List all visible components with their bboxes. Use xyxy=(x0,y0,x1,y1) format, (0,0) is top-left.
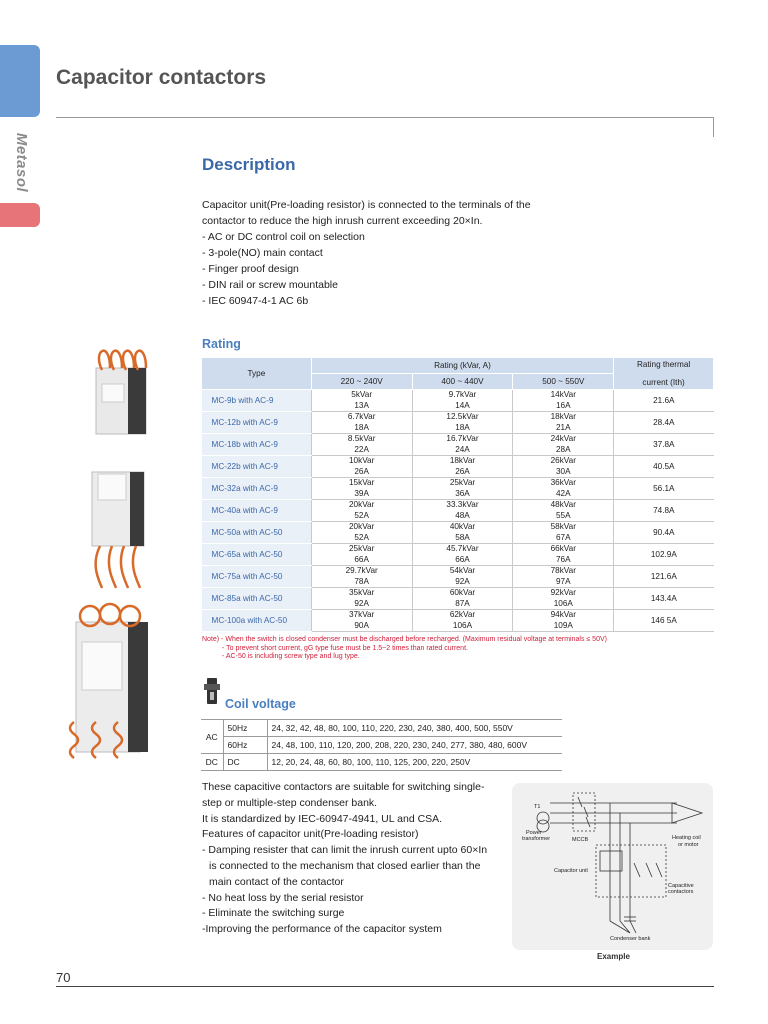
diagram-caption: Example xyxy=(597,952,630,961)
rating-heading: Rating xyxy=(202,337,241,351)
table-row xyxy=(201,737,562,754)
side-tab-blue xyxy=(0,45,40,117)
rating-amp-cell: 66A xyxy=(311,555,412,566)
rating-kvar-cell: 18kVar xyxy=(513,412,614,423)
diagram-label-capacitor-unit: Capacitor unit xyxy=(554,868,588,874)
table-row xyxy=(202,390,714,401)
rating-amp-cell: 14A xyxy=(412,401,513,412)
features-line: - No heat loss by the serial resistor xyxy=(202,891,364,904)
rating-thermal-cell: 56.1A xyxy=(614,478,714,500)
rating-header-type: Type xyxy=(202,358,312,390)
note-line: Note) - When the switch is closed condenser must be discharged before recharged. (Maximum residual voltage at terminals ≤ 50V) xyxy=(202,636,607,643)
rating-header-voltage: 220 ~ 240V xyxy=(311,374,412,390)
rating-thermal-cell: 37.8A xyxy=(614,434,714,456)
diagram-label-transformer: transformer xyxy=(522,836,551,842)
circuit-diagram xyxy=(512,783,713,950)
rating-kvar-cell: 6.7kVar xyxy=(311,412,412,423)
coil-values: 24, 48, 100, 110, 120, 200, 208, 220, 230, 240, 277, 380, 480, 600V xyxy=(267,737,562,754)
coil-group-ac: AC xyxy=(201,720,223,754)
rating-thermal-cell: 28.4A xyxy=(614,412,714,434)
table-row xyxy=(202,456,714,467)
table-row xyxy=(202,588,714,599)
rating-kvar-cell: 16.7kVar xyxy=(412,434,513,445)
features-line: It is standardized by IEC-60947-4941, UL and CSA. xyxy=(202,812,443,825)
contactor-image-large xyxy=(62,602,158,772)
diagram-label-power: Power xyxy=(526,830,542,836)
rating-type-cell: MC-75a with AC-50 xyxy=(202,566,312,588)
rating-type-cell: MC-40a with AC-9 xyxy=(202,500,312,522)
coil-values: 12, 20, 24, 48, 60, 80, 100, 110, 125, 200, 220, 250V xyxy=(267,754,562,771)
title-rule-tick xyxy=(713,117,714,137)
features-line: main contact of the contactor xyxy=(209,875,344,888)
rating-type-cell: MC-65a with AC-50 xyxy=(202,544,312,566)
rating-kvar-cell: 33.3kVar xyxy=(412,500,513,511)
brand-label: Metasol xyxy=(13,132,31,193)
coil-frequency: DC xyxy=(223,754,267,771)
rating-thermal-cell: 146 5A xyxy=(614,610,714,632)
table-row xyxy=(202,544,714,555)
rating-kvar-cell: 26kVar xyxy=(513,456,614,467)
rating-amp-cell: 42A xyxy=(513,489,614,500)
rating-type-cell: MC-9b with AC-9 xyxy=(202,390,312,412)
rating-type-cell: MC-50a with AC-50 xyxy=(202,522,312,544)
description-line: - DIN rail or screw mountable xyxy=(202,279,338,291)
rating-thermal-cell: 102.9A xyxy=(614,544,714,566)
rating-thermal-cell: 40.5A xyxy=(614,456,714,478)
coil-icon xyxy=(203,676,221,706)
diagram-label-capacitive: Capacitive xyxy=(668,883,694,889)
table-row xyxy=(201,754,562,771)
table-row xyxy=(202,434,714,445)
rating-kvar-cell: 45.7kVar xyxy=(412,544,513,555)
rating-amp-cell: 66A xyxy=(412,555,513,566)
description-line: - Finger proof design xyxy=(202,263,299,275)
coil-voltage-heading: Coil voltage xyxy=(225,697,296,711)
features-line: -Improving the performance of the capacitor system xyxy=(202,923,442,936)
rating-kvar-cell: 18kVar xyxy=(412,456,513,467)
side-tab-red xyxy=(0,203,40,227)
rating-amp-cell: 78A xyxy=(311,577,412,588)
rating-table xyxy=(201,357,714,632)
rating-amp-cell: 18A xyxy=(311,423,412,434)
rating-type-cell: MC-32a with AC-9 xyxy=(202,478,312,500)
rating-amp-cell: 39A xyxy=(311,489,412,500)
rating-amp-cell: 76A xyxy=(513,555,614,566)
rating-kvar-cell: 15kVar xyxy=(311,478,412,489)
note-line: - AC-50 is including screw type and lug type. xyxy=(222,653,360,660)
rating-kvar-cell: 48kVar xyxy=(513,500,614,511)
rating-body xyxy=(202,390,714,632)
rating-header-voltage: 400 ~ 440V xyxy=(412,374,513,390)
rating-amp-cell: 58A xyxy=(412,533,513,544)
rating-amp-cell: 28A xyxy=(513,445,614,456)
rating-amp-cell: 26A xyxy=(311,467,412,478)
features-line: Features of capacitor unit(Pre-loading resistor) xyxy=(202,828,419,841)
table-row xyxy=(202,500,714,511)
rating-kvar-cell: 9.7kVar xyxy=(412,390,513,401)
description-line: contactor to reduce the high inrush current exceeding 20×In. xyxy=(202,215,483,227)
rating-amp-cell: 48A xyxy=(412,511,513,522)
features-line: step or multiple-step condenser bank. xyxy=(202,796,378,809)
description-text xyxy=(202,197,531,309)
coil-values: 24, 32, 42, 48, 80, 100, 110, 220, 230, 240, 380, 400, 500, 550V xyxy=(267,720,562,737)
diagram-label-contactors: contactors xyxy=(668,889,694,895)
rating-amp-cell: 92A xyxy=(311,599,412,610)
description-heading: Description xyxy=(202,155,296,174)
circuit-diagram-panel xyxy=(512,783,713,950)
diagram-label-mccb: MCCB xyxy=(572,837,589,843)
page-number: 70 xyxy=(56,970,71,985)
table-row xyxy=(202,610,714,621)
coil-frequency: 60Hz xyxy=(223,737,267,754)
contactor-image-small xyxy=(88,340,160,440)
rating-thermal-cell: 21.6A xyxy=(614,390,714,412)
rating-kvar-cell: 20kVar xyxy=(311,522,412,533)
rating-amp-cell: 52A xyxy=(311,533,412,544)
rating-kvar-cell: 12.5kVar xyxy=(412,412,513,423)
features-text xyxy=(202,780,487,938)
rating-kvar-cell: 8.5kVar xyxy=(311,434,412,445)
rating-kvar-cell: 5kVar xyxy=(311,390,412,401)
rating-type-cell: MC-22b with AC-9 xyxy=(202,456,312,478)
rating-kvar-cell: 14kVar xyxy=(513,390,614,401)
rating-kvar-cell: 78kVar xyxy=(513,566,614,577)
table-row xyxy=(201,720,562,737)
table-row xyxy=(202,566,714,577)
rating-kvar-cell: 40kVar xyxy=(412,522,513,533)
rating-kvar-cell: 36kVar xyxy=(513,478,614,489)
features-line: - Eliminate the switching surge xyxy=(202,907,345,920)
features-line: These capacitive contactors are suitable for switching single- xyxy=(202,781,485,793)
rating-thermal-cell: 143.4A xyxy=(614,588,714,610)
rating-type-cell: MC-12b with AC-9 xyxy=(202,412,312,434)
rating-kvar-cell: 20kVar xyxy=(311,500,412,511)
rating-amp-cell: 18A xyxy=(412,423,513,434)
rating-kvar-cell: 92kVar xyxy=(513,588,614,599)
rating-header-voltage: 500 ~ 550V xyxy=(513,374,614,390)
rating-type-cell: MC-100a with AC-50 xyxy=(202,610,312,632)
rating-type-cell: MC-85a with AC-50 xyxy=(202,588,312,610)
diagram-label-t1: T1 xyxy=(534,804,541,810)
rating-amp-cell: 109A xyxy=(513,621,614,632)
rating-kvar-cell: 10kVar xyxy=(311,456,412,467)
rating-amp-cell: 22A xyxy=(311,445,412,456)
coil-voltage-table xyxy=(201,719,562,771)
contactor-image-medium xyxy=(88,466,160,590)
description-line: - AC or DC control coil on selection xyxy=(202,231,365,243)
rating-amp-cell: 13A xyxy=(311,401,412,412)
rating-type-cell: MC-18b with AC-9 xyxy=(202,434,312,456)
description-line: - 3-pole(NO) main contact xyxy=(202,247,323,259)
rating-notes xyxy=(202,636,607,662)
rating-kvar-cell: 66kVar xyxy=(513,544,614,555)
rating-thermal-cell: 74.8A xyxy=(614,500,714,522)
rating-kvar-cell: 25kVar xyxy=(311,544,412,555)
rating-amp-cell: 90A xyxy=(311,621,412,632)
rating-amp-cell: 24A xyxy=(412,445,513,456)
rating-kvar-cell: 29.7kVar xyxy=(311,566,412,577)
rating-amp-cell: 36A xyxy=(412,489,513,500)
rating-amp-cell: 26A xyxy=(412,467,513,478)
rating-amp-cell: 67A xyxy=(513,533,614,544)
diagram-label-condenser-bank: Condenser bank xyxy=(610,936,651,942)
rating-amp-cell: 97A xyxy=(513,577,614,588)
coil-frequency: 50Hz xyxy=(223,720,267,737)
rating-thermal-cell: 121.6A xyxy=(614,566,714,588)
rating-header-group: Rating (kVar, A) xyxy=(311,358,613,374)
diagram-label-motor: or motor xyxy=(678,842,699,848)
rating-amp-cell: 106A xyxy=(412,621,513,632)
features-line: - Damping resister that can limit the inrush current upto 60×In xyxy=(202,844,488,857)
rating-amp-cell: 16A xyxy=(513,401,614,412)
table-row xyxy=(202,478,714,489)
table-row xyxy=(202,412,714,423)
rating-amp-cell: 87A xyxy=(412,599,513,610)
note-line: - To prevent short current, gG type fuse must be 1.5~2 times than rated current. xyxy=(222,644,468,652)
rating-amp-cell: 30A xyxy=(513,467,614,478)
rating-amp-cell: 106A xyxy=(513,599,614,610)
rating-kvar-cell: 54kVar xyxy=(412,566,513,577)
rating-header-thermal: Rating thermal current (Ith) xyxy=(614,358,714,390)
description-line: - IEC 60947-4-1 AC 6b xyxy=(202,295,309,307)
page-title: Capacitor contactors xyxy=(56,66,267,89)
footer-rule xyxy=(56,986,714,987)
rating-thermal-cell: 90.4A xyxy=(614,522,714,544)
rating-kvar-cell: 25kVar xyxy=(412,478,513,489)
rating-kvar-cell: 37kVar xyxy=(311,610,412,621)
rating-kvar-cell: 58kVar xyxy=(513,522,614,533)
rating-kvar-cell: 60kVar xyxy=(412,588,513,599)
rating-kvar-cell: 94kVar xyxy=(513,610,614,621)
rating-amp-cell: 92A xyxy=(412,577,513,588)
title-rule xyxy=(56,117,714,118)
rating-kvar-cell: 24kVar xyxy=(513,434,614,445)
diagram-label-heating: Heating coil xyxy=(672,835,701,841)
features-line: is connected to the mechanism that closed earlier than the xyxy=(209,859,481,872)
table-row xyxy=(202,522,714,533)
coil-group-dc: DC xyxy=(201,754,223,771)
description-line: Capacitor unit(Pre-loading resistor) is connected to the terminals of the xyxy=(202,199,531,211)
rating-amp-cell: 21A xyxy=(513,423,614,434)
rating-kvar-cell: 62kVar xyxy=(412,610,513,621)
rating-amp-cell: 52A xyxy=(311,511,412,522)
rating-amp-cell: 55A xyxy=(513,511,614,522)
rating-kvar-cell: 35kVar xyxy=(311,588,412,599)
